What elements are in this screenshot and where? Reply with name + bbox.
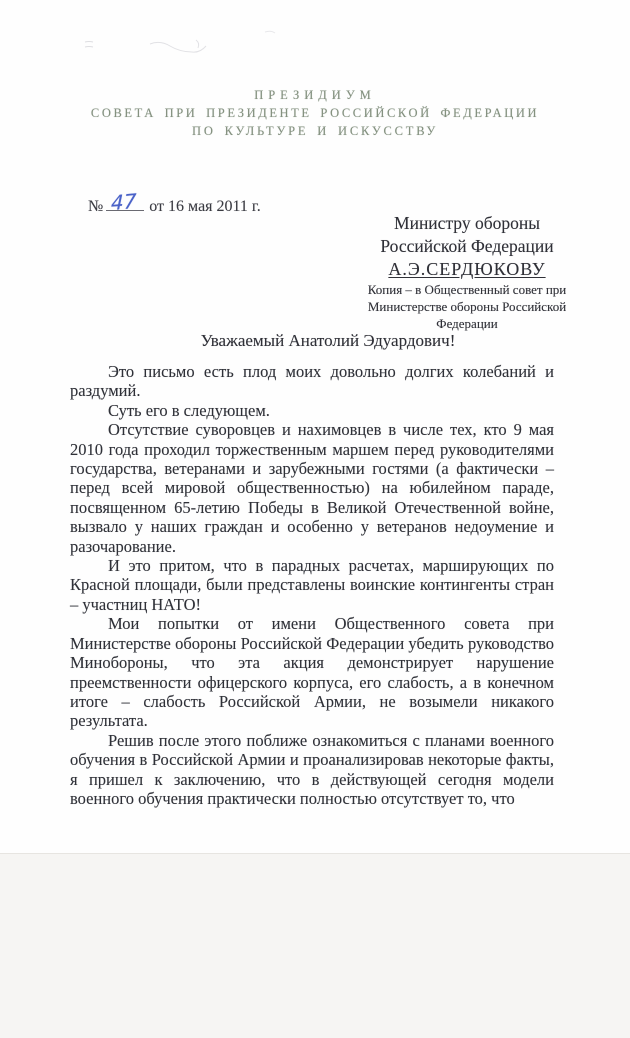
reference-line	[88, 188, 261, 216]
letterhead-line2: СОВЕТА ПРИ ПРЕЗИДЕНТЕ РОССИЙСКОЙ ФЕДЕРАЦИИ	[90, 106, 540, 120]
paragraph-5: Мои попытки от имени Общественного совета при Министерстве обороны Российской Федерации убедить руководство Минобороны, что эта акция демонстрирует нарушение преемственности офицерского корпуса, его слабость, а в конечном итоге – слабость Российской Армии, не возымели никакого результата.	[70, 614, 554, 731]
recipient-copy-line3: Федерации	[436, 316, 498, 331]
recipient-block	[331, 212, 603, 332]
paragraph-3: Отсутствие суворовцев и нахимовцев в числе тех, кто 9 мая 2010 года проходил торжественным маршем перед руководителями государства, ветеранами и зарубежными гостями (а фактически – перед всей мировой общественностью) на юбилейном параде, посвященном 65-летию Победы в Великой Отечественной войне, вызвало у наших граждан и особенно у ветеранов недоумение и разочарование.	[70, 420, 554, 556]
pen-scribble	[10, 0, 290, 70]
recipient-copy-line2: Министерстве обороны Российской	[367, 299, 567, 314]
scan-bottom-edge	[0, 853, 630, 1038]
reference-number-sign: №	[88, 198, 104, 215]
paragraph-6: Решив после этого поближе ознакомиться с планами военного обучения в Российской Армии и проанализировав некоторые факты, я пришел к заключению, что в действующей сегодня модели военного обучения практически полностью отсутствует то, что	[70, 730, 554, 808]
letterhead	[0, 86, 630, 140]
recipient-copy-line1: Копия – в Общественный совет при	[367, 282, 567, 297]
paragraph-1: Это письмо есть плод моих довольно долгих колебаний и раздумий.	[70, 362, 554, 401]
paragraph-4: И это притом, что в парадных расчетах, марширующих по Красной площади, были представлены воинские контингенты стран – участниц НАТО!	[70, 556, 554, 614]
paragraph-2: Суть его в следующем.	[108, 400, 270, 420]
letterhead-line3: ПО КУЛЬТУРЕ И ИСКУССТВУ	[192, 124, 438, 138]
recipient-name: А.Э.СЕРДЮКОВУ	[388, 259, 546, 279]
handwritten-number: 47	[111, 188, 137, 216]
reference-date: от 16 мая 2011 г.	[149, 198, 261, 215]
reference-blank-line	[106, 188, 144, 216]
salutation: Уважаемый Анатолий Эдуардович!	[200, 331, 456, 350]
recipient-line1: Министру обороны	[394, 213, 540, 233]
letterhead-line1: ПРЕЗИДИУМ	[254, 88, 376, 102]
recipient-line2: Российской Федерации	[380, 236, 554, 256]
letter-body	[70, 362, 554, 808]
